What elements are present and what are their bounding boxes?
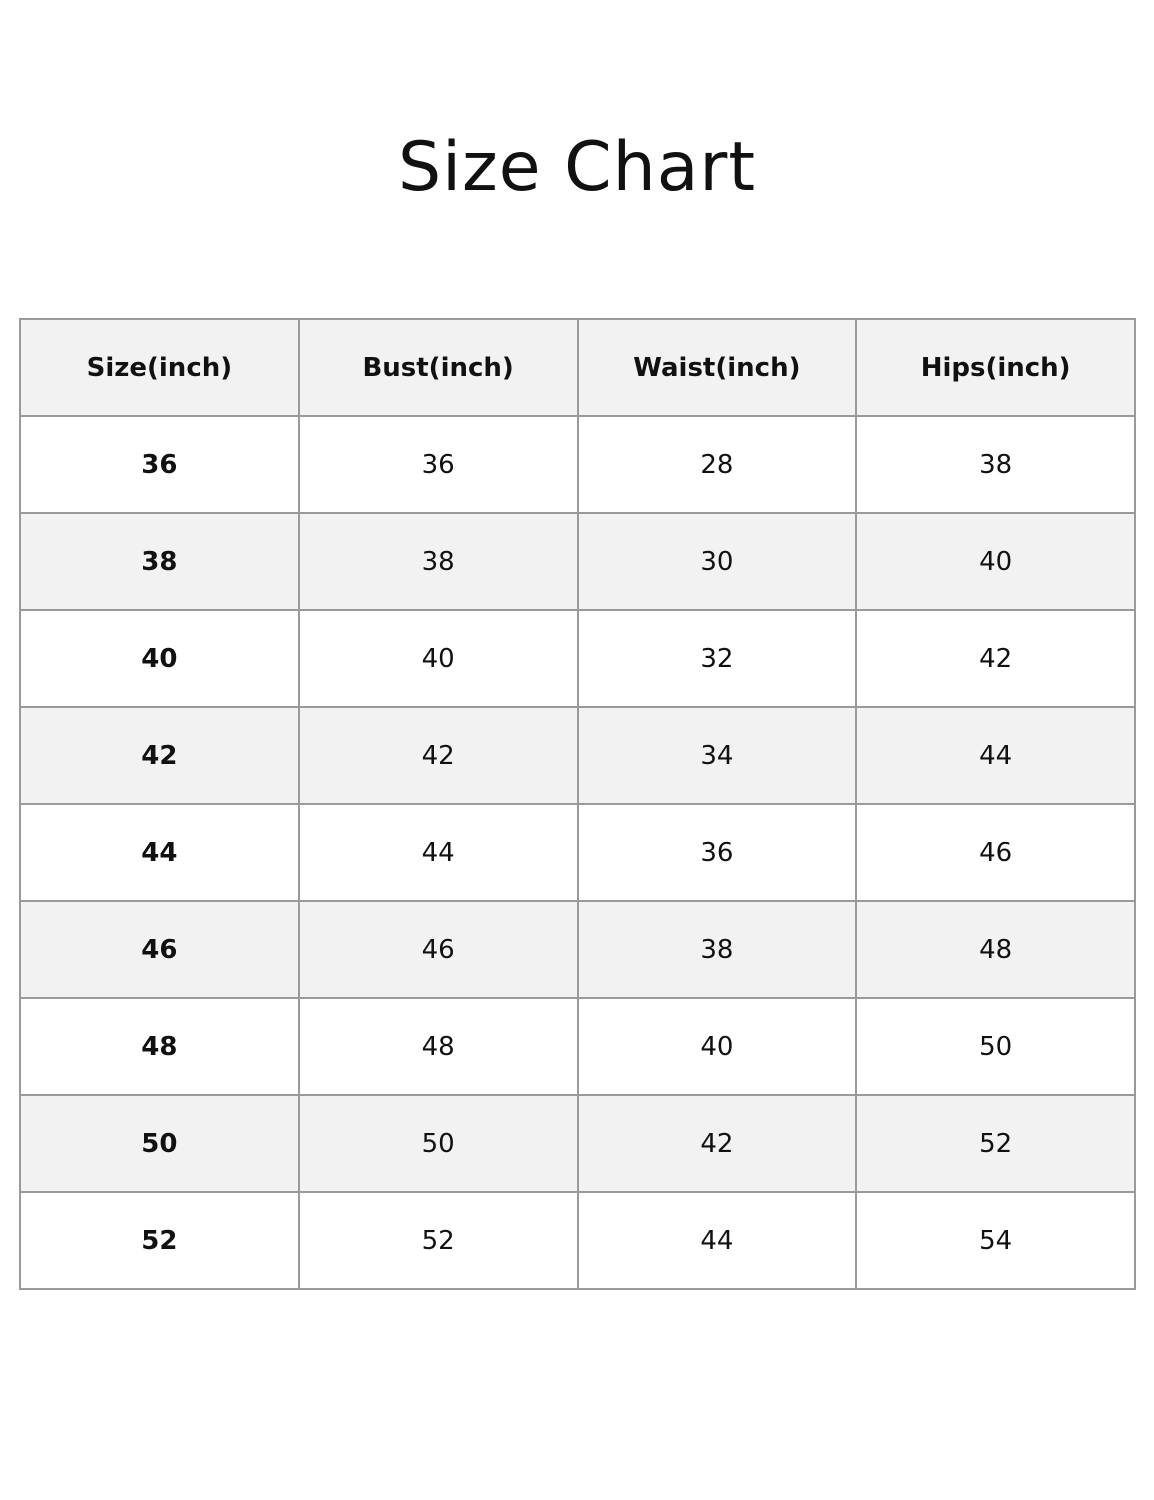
bust-cell: 52 bbox=[299, 1192, 578, 1289]
table-row bbox=[20, 513, 1135, 610]
hips-cell: 44 bbox=[856, 707, 1135, 804]
table-row bbox=[20, 901, 1135, 998]
header-size: Size(inch) bbox=[20, 319, 299, 416]
hips-cell: 40 bbox=[856, 513, 1135, 610]
header-hips: Hips(inch) bbox=[856, 319, 1135, 416]
waist-cell: 40 bbox=[578, 998, 857, 1095]
size-cell: 44 bbox=[20, 804, 299, 901]
bust-cell: 38 bbox=[299, 513, 578, 610]
waist-cell: 36 bbox=[578, 804, 857, 901]
bust-cell: 46 bbox=[299, 901, 578, 998]
hips-cell: 38 bbox=[856, 416, 1135, 513]
table-row bbox=[20, 610, 1135, 707]
table-row bbox=[20, 804, 1135, 901]
waist-cell: 34 bbox=[578, 707, 857, 804]
hips-cell: 42 bbox=[856, 610, 1135, 707]
size-cell: 46 bbox=[20, 901, 299, 998]
table-row bbox=[20, 998, 1135, 1095]
bust-cell: 44 bbox=[299, 804, 578, 901]
bust-cell: 42 bbox=[299, 707, 578, 804]
table-row bbox=[20, 416, 1135, 513]
waist-cell: 44 bbox=[578, 1192, 857, 1289]
hips-cell: 52 bbox=[856, 1095, 1135, 1192]
size-cell: 40 bbox=[20, 610, 299, 707]
hips-cell: 54 bbox=[856, 1192, 1135, 1289]
size-cell: 38 bbox=[20, 513, 299, 610]
size-cell: 50 bbox=[20, 1095, 299, 1192]
table-header-row bbox=[20, 319, 1135, 416]
size-cell: 48 bbox=[20, 998, 299, 1095]
bust-cell: 36 bbox=[299, 416, 578, 513]
hips-cell: 48 bbox=[856, 901, 1135, 998]
hips-cell: 46 bbox=[856, 804, 1135, 901]
size-cell: 52 bbox=[20, 1192, 299, 1289]
waist-cell: 28 bbox=[578, 416, 857, 513]
table-row bbox=[20, 1192, 1135, 1289]
waist-cell: 42 bbox=[578, 1095, 857, 1192]
hips-cell: 50 bbox=[856, 998, 1135, 1095]
table-row bbox=[20, 1095, 1135, 1192]
bust-cell: 50 bbox=[299, 1095, 578, 1192]
bust-cell: 48 bbox=[299, 998, 578, 1095]
size-chart-table bbox=[19, 318, 1136, 1290]
page-title: Size Chart bbox=[397, 128, 757, 207]
size-cell: 42 bbox=[20, 707, 299, 804]
waist-cell: 32 bbox=[578, 610, 857, 707]
waist-cell: 30 bbox=[578, 513, 857, 610]
waist-cell: 38 bbox=[578, 901, 857, 998]
table-row bbox=[20, 707, 1135, 804]
header-waist: Waist(inch) bbox=[578, 319, 857, 416]
size-cell: 36 bbox=[20, 416, 299, 513]
header-bust: Bust(inch) bbox=[299, 319, 578, 416]
bust-cell: 40 bbox=[299, 610, 578, 707]
